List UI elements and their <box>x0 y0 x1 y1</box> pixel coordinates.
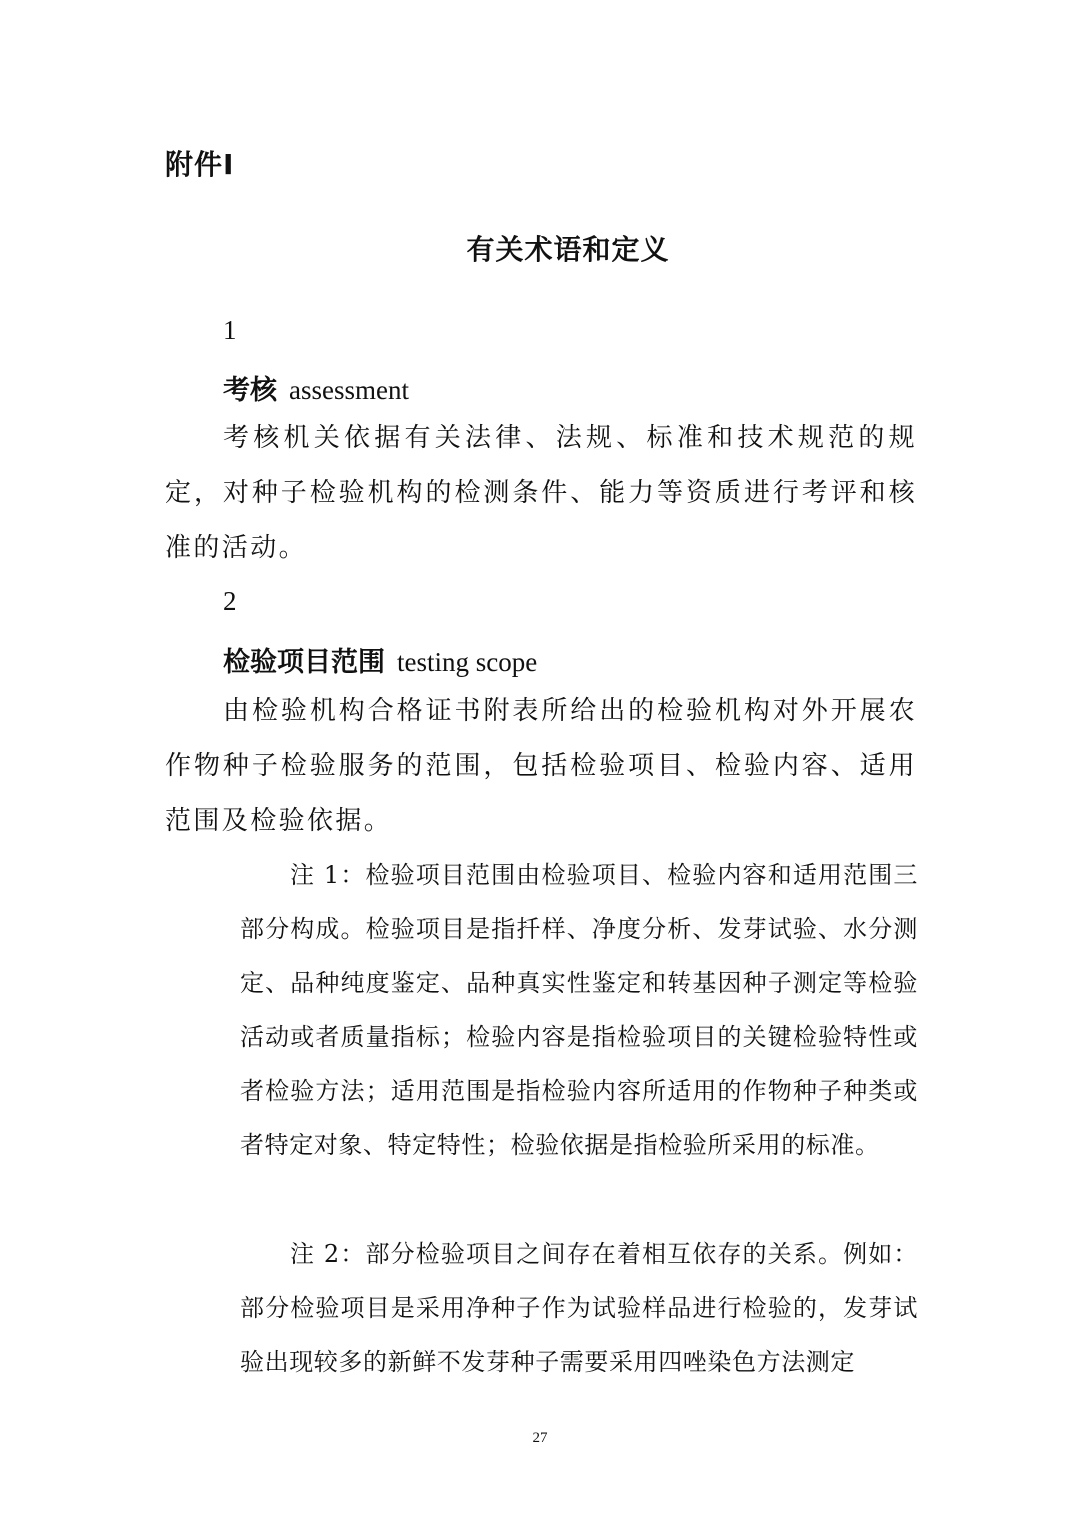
term-definition: 考核机关依据有关法律、法规、标准和技术规范的规定，对种子检验机构的检测条件、能力等资质进行考评和核准的活动。 <box>165 423 917 563</box>
term-definition: 由检验机构合格证书附表所给出的检验机构对外开展农作物种子检验服务的范围，包括检验项目、检验内容、适用范围及检验依据。 <box>165 696 917 836</box>
entry-number: 1 <box>223 315 237 345</box>
term-heading <box>223 640 537 679</box>
page-title: 有关术语和定义 <box>466 233 670 266</box>
note-paragraph: 注 2：部分检验项目之间存在着相互依存的关系。例如：部分检验项目是采用净种子作为试验样品进行检验的，发芽试验出现较多的新鲜不发芽种子需要采用四唑染色方法测定 <box>240 1240 918 1376</box>
term-chinese: 考核 <box>223 375 277 406</box>
term-chinese: 检验项目范围 <box>223 647 385 678</box>
page-number: 27 <box>532 1430 548 1446</box>
term-english: assessment <box>289 375 409 405</box>
note-paragraph: 注 1：检验项目范围由检验项目、检验内容和适用范围三部分构成。检验项目是指扦样、净度分析、发芽试验、水分测定、品种纯度鉴定、品种真实性鉴定和转基因种子测定等检验活动或者质量指标；检验内容是指检验项目的关键检验特性或者检验方法；适用范围是指检验内容所适用的作物种子种类或者特定对象、特定特性；检验依据是指检验所采用的标准。 <box>240 861 918 1159</box>
entry-number: 2 <box>223 586 237 616</box>
attachment-label: 附件Ⅰ <box>165 148 235 181</box>
term-english: testing scope <box>397 647 538 677</box>
term-heading <box>223 368 409 407</box>
